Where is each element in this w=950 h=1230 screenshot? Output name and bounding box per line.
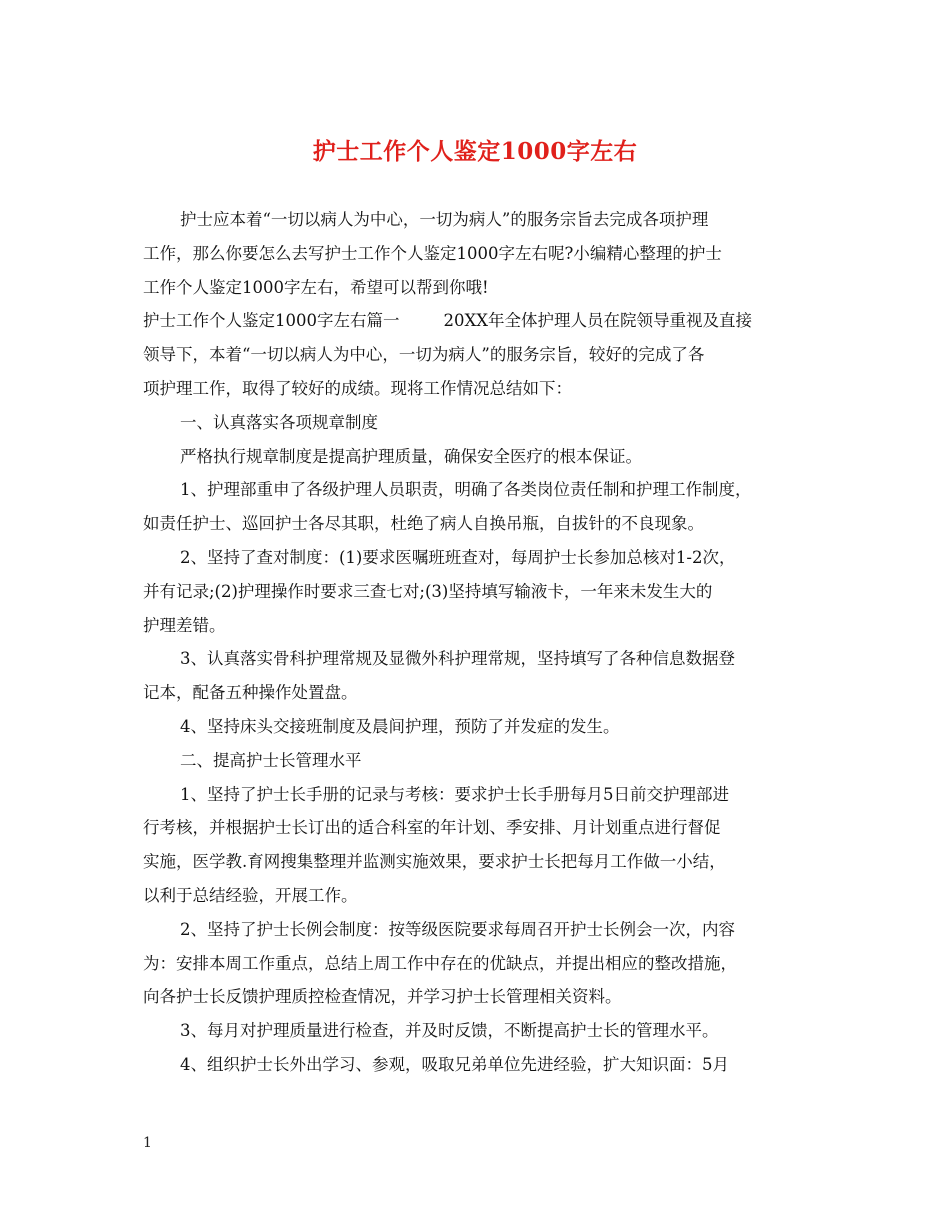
paragraph-line: 为：安排本周工作重点，总结上周工作中存在的优缺点，并提出相应的整改措施， bbox=[143, 953, 737, 973]
document-title: 护士工作个人鉴定1000字左右 bbox=[312, 138, 638, 165]
paragraph-line: 实施，医学教.育网搜集整理并监测实施效果，要求护士长把每月工作做一小结， bbox=[143, 852, 726, 872]
paragraph-line: 严格执行规章制度是提高护理质量，确保安全医疗的根本保证。 bbox=[180, 446, 642, 466]
paragraph-line: 1、护理部重申了各级护理人员职责，明确了各类岗位责任制和护理工作制度， bbox=[180, 480, 752, 500]
paragraph-line: 护理差错。 bbox=[143, 615, 226, 635]
paragraph-line: 2、坚持了查对制度：(1)要求医嘱班班查对，每周护士长参加总核对1-2次， bbox=[180, 547, 736, 567]
page-number: 1 bbox=[143, 1135, 152, 1151]
paragraph-line: 记本，配备五种操作处置盘。 bbox=[143, 683, 358, 703]
paragraph-line: 3、每月对护理质量进行检查，并及时反馈，不断提高护士长的管理水平。 bbox=[180, 1021, 719, 1041]
section-heading: 二、提高护士长管理水平 bbox=[180, 750, 362, 770]
paragraph-line: 3、认真落实骨科护理常规及显微外科护理常规，坚持填写了各种信息数据登 bbox=[180, 649, 735, 669]
paragraph-line: 护士应本着“一切以病人为中心，一切为病人”的服务宗旨去完成各项护理 bbox=[180, 210, 709, 229]
paragraph-line: 1、坚持了护士长手册的记录与考核：要求护士长手册每月5日前交护理部进 bbox=[180, 784, 729, 804]
paragraph-line: 工作，那么你要怎么去写护士工作个人鉴定1000字左右呢?小编精心整理的护士 bbox=[143, 243, 722, 263]
paragraph-line: 并有记录;(2)护理操作时要求三查七对;(3)坚持填写输液卡，一年来未发生大的 bbox=[143, 581, 713, 601]
paragraph-line: 2、坚持了护士长例会制度：按等级医院要求每周召开护士长例会一次，内容 bbox=[180, 919, 735, 939]
paragraph-line: 向各护士长反馈护理质控检查情况，并学习护士长管理相关资料。 bbox=[143, 987, 622, 1007]
paragraph-line: 如责任护士、巡回护士各尽其职，杜绝了病人自换吊瓶，自拔针的不良现象。 bbox=[143, 514, 704, 534]
document-body bbox=[143, 203, 813, 1082]
paragraph-line: 领导下，本着“一切以病人为中心，一切为病人”的服务宗旨，较好的完成了各 bbox=[143, 345, 705, 365]
paragraph-line: 行考核，并根据护士长订出的适合科室的年计划、季安排、月计划重点进行督促 bbox=[143, 818, 721, 838]
section-heading-inline: 护士工作个人鉴定1000字左右篇一 bbox=[143, 311, 400, 331]
paragraph-line: 项护理工作，取得了较好的成绩。现将工作情况总结如下： bbox=[143, 378, 572, 398]
paragraph-text: 20XX年全体护理人员在院领导重视及直接 bbox=[443, 311, 752, 331]
section-heading: 一、认真落实各项规章制度 bbox=[180, 412, 378, 432]
paragraph-line: 4、坚持床头交接班制度及晨间护理，预防了并发症的发生。 bbox=[180, 716, 620, 736]
paragraph-line bbox=[143, 304, 813, 338]
paragraph-line: 以利于总结经验，开展工作。 bbox=[143, 885, 358, 905]
paragraph-line: 4、组织护士长外出学习、参观，吸取兄弟单位先进经验，扩大知识面：5月 bbox=[180, 1054, 729, 1074]
paragraph-line: 工作个人鉴定1000字左右，希望可以帮到你哦! bbox=[143, 277, 489, 297]
